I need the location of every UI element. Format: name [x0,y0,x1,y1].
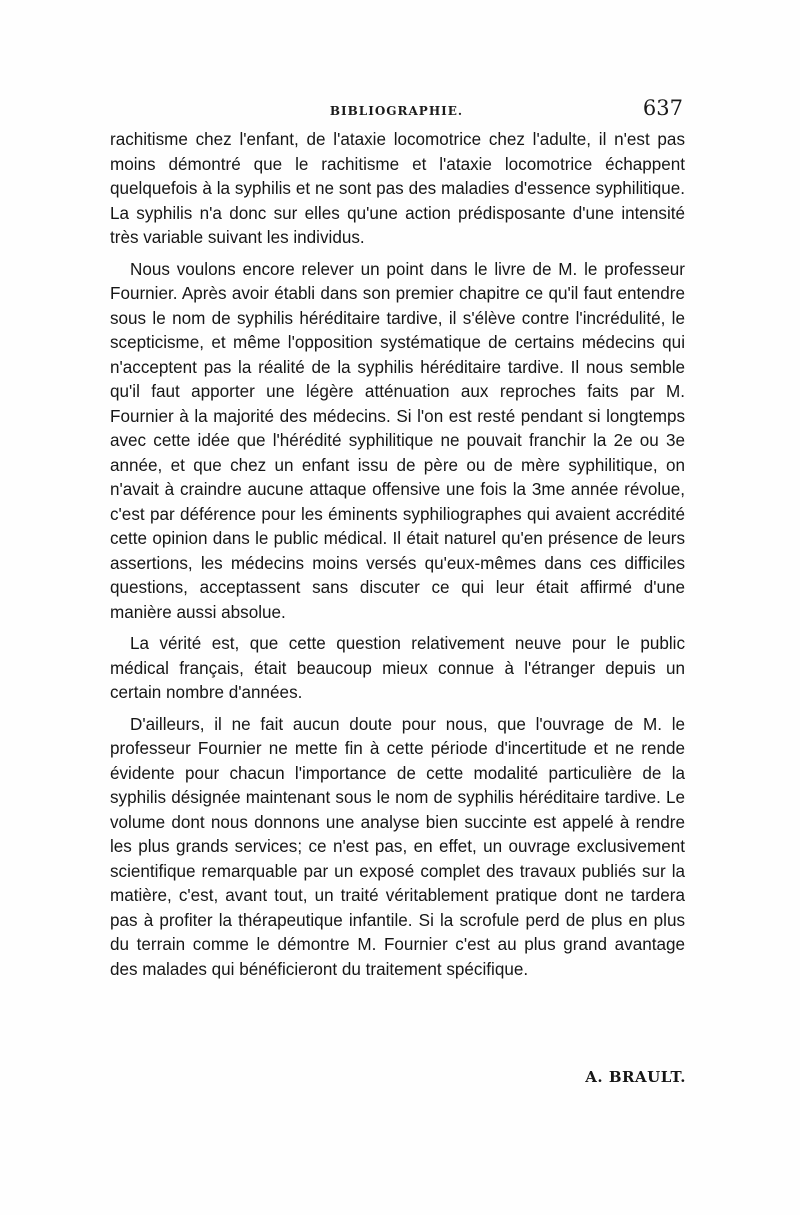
running-title: BIBLIOGRAPHIE. [329,104,464,118]
author-signature: A. BRAULT. [585,1068,686,1086]
paragraph-continuation: rachitisme chez l'enfant, de l'ataxie locomotrice chez l'adulte, il n'est pas moins démontré que le rachitisme et l'ataxie locomotrice échappent quelquefois à la syphilis et ne sont pas des maladies d'essence syphilitique. La syphilis n'a donc sur elles qu'une action prédisposante d'une intensité très variable suivant les individus. [110,130,685,247]
paragraph-fournier-critique: Nous voulons encore relever un point dans le livre de M. le professeur Fournier. Après avoir établi dans son premier chapitre ce qu'il faut entendre sous le nom de syphilis héréditaire tardive, il s'élève contre l'incrédulité, le scepticisme, et même l'opposition systématique de certains médecins qui n'acceptent pas la réalité de la syphilis héréditaire tardive. Il nous semble qu'il faut apporter une légère atténuation aux reproches faits par M. Fournier à la majorité des médecins. Si l'on est resté pendant si longtemps avec cette idée que l'hérédité syphilitique ne pouvait franchir la 2e ou 3e année, et que chez un enfant issu de père ou de mère syphilitique, on n'avait à craindre aucune attaque offensive une fois la 3me année révolue, c'est par déférence pour les éminents syphiliographes qui avaient accrédité cette opinion dans le public médical. Il était naturel qu'en présence de leurs assertions, les médecins moins versés qu'eux-mêmes dans ces difficiles questions, acceptassent sans discuter ce qui leur était affirmé d'une manière aussi absolue. [110,259,685,622]
paragraph-conclusion: D'ailleurs, il ne fait aucun doute pour nous, que l'ouvrage de M. le professeur Fournier ne mette fin à cette période d'incertitude et ne rende évidente pour chacun l'importance de cette modalité particulière de la syphilis désignée maintenant sous le nom de syphilis héréditaire tardive. Le volume dont nous donnons une analyse bien succinte est appelé à rendre les plus grands services; ce n'est pas, en effet, un ouvrage exclusivement scientifique remarquable par un exposé complet des travaux publiés sur la matière, c'est, avant tout, un traité véritablement pratique dont ne tardera pas à profiter la thérapeutique infantile. Si la scrofule perd de plus en plus du terrain comme le démontre M. Fournier c'est au plus grand avantage des malades qui bénéficieront du traitement spécifique. [110,714,685,979]
body-text [110,128,685,989]
page-number: 637 [642,96,683,120]
paragraph-verite: La vérité est, que cette question relativement neuve pour le public médical français, était beaucoup mieux connue à l'étranger depuis un certain nombre d'années. [110,634,685,702]
page-header [110,96,683,124]
